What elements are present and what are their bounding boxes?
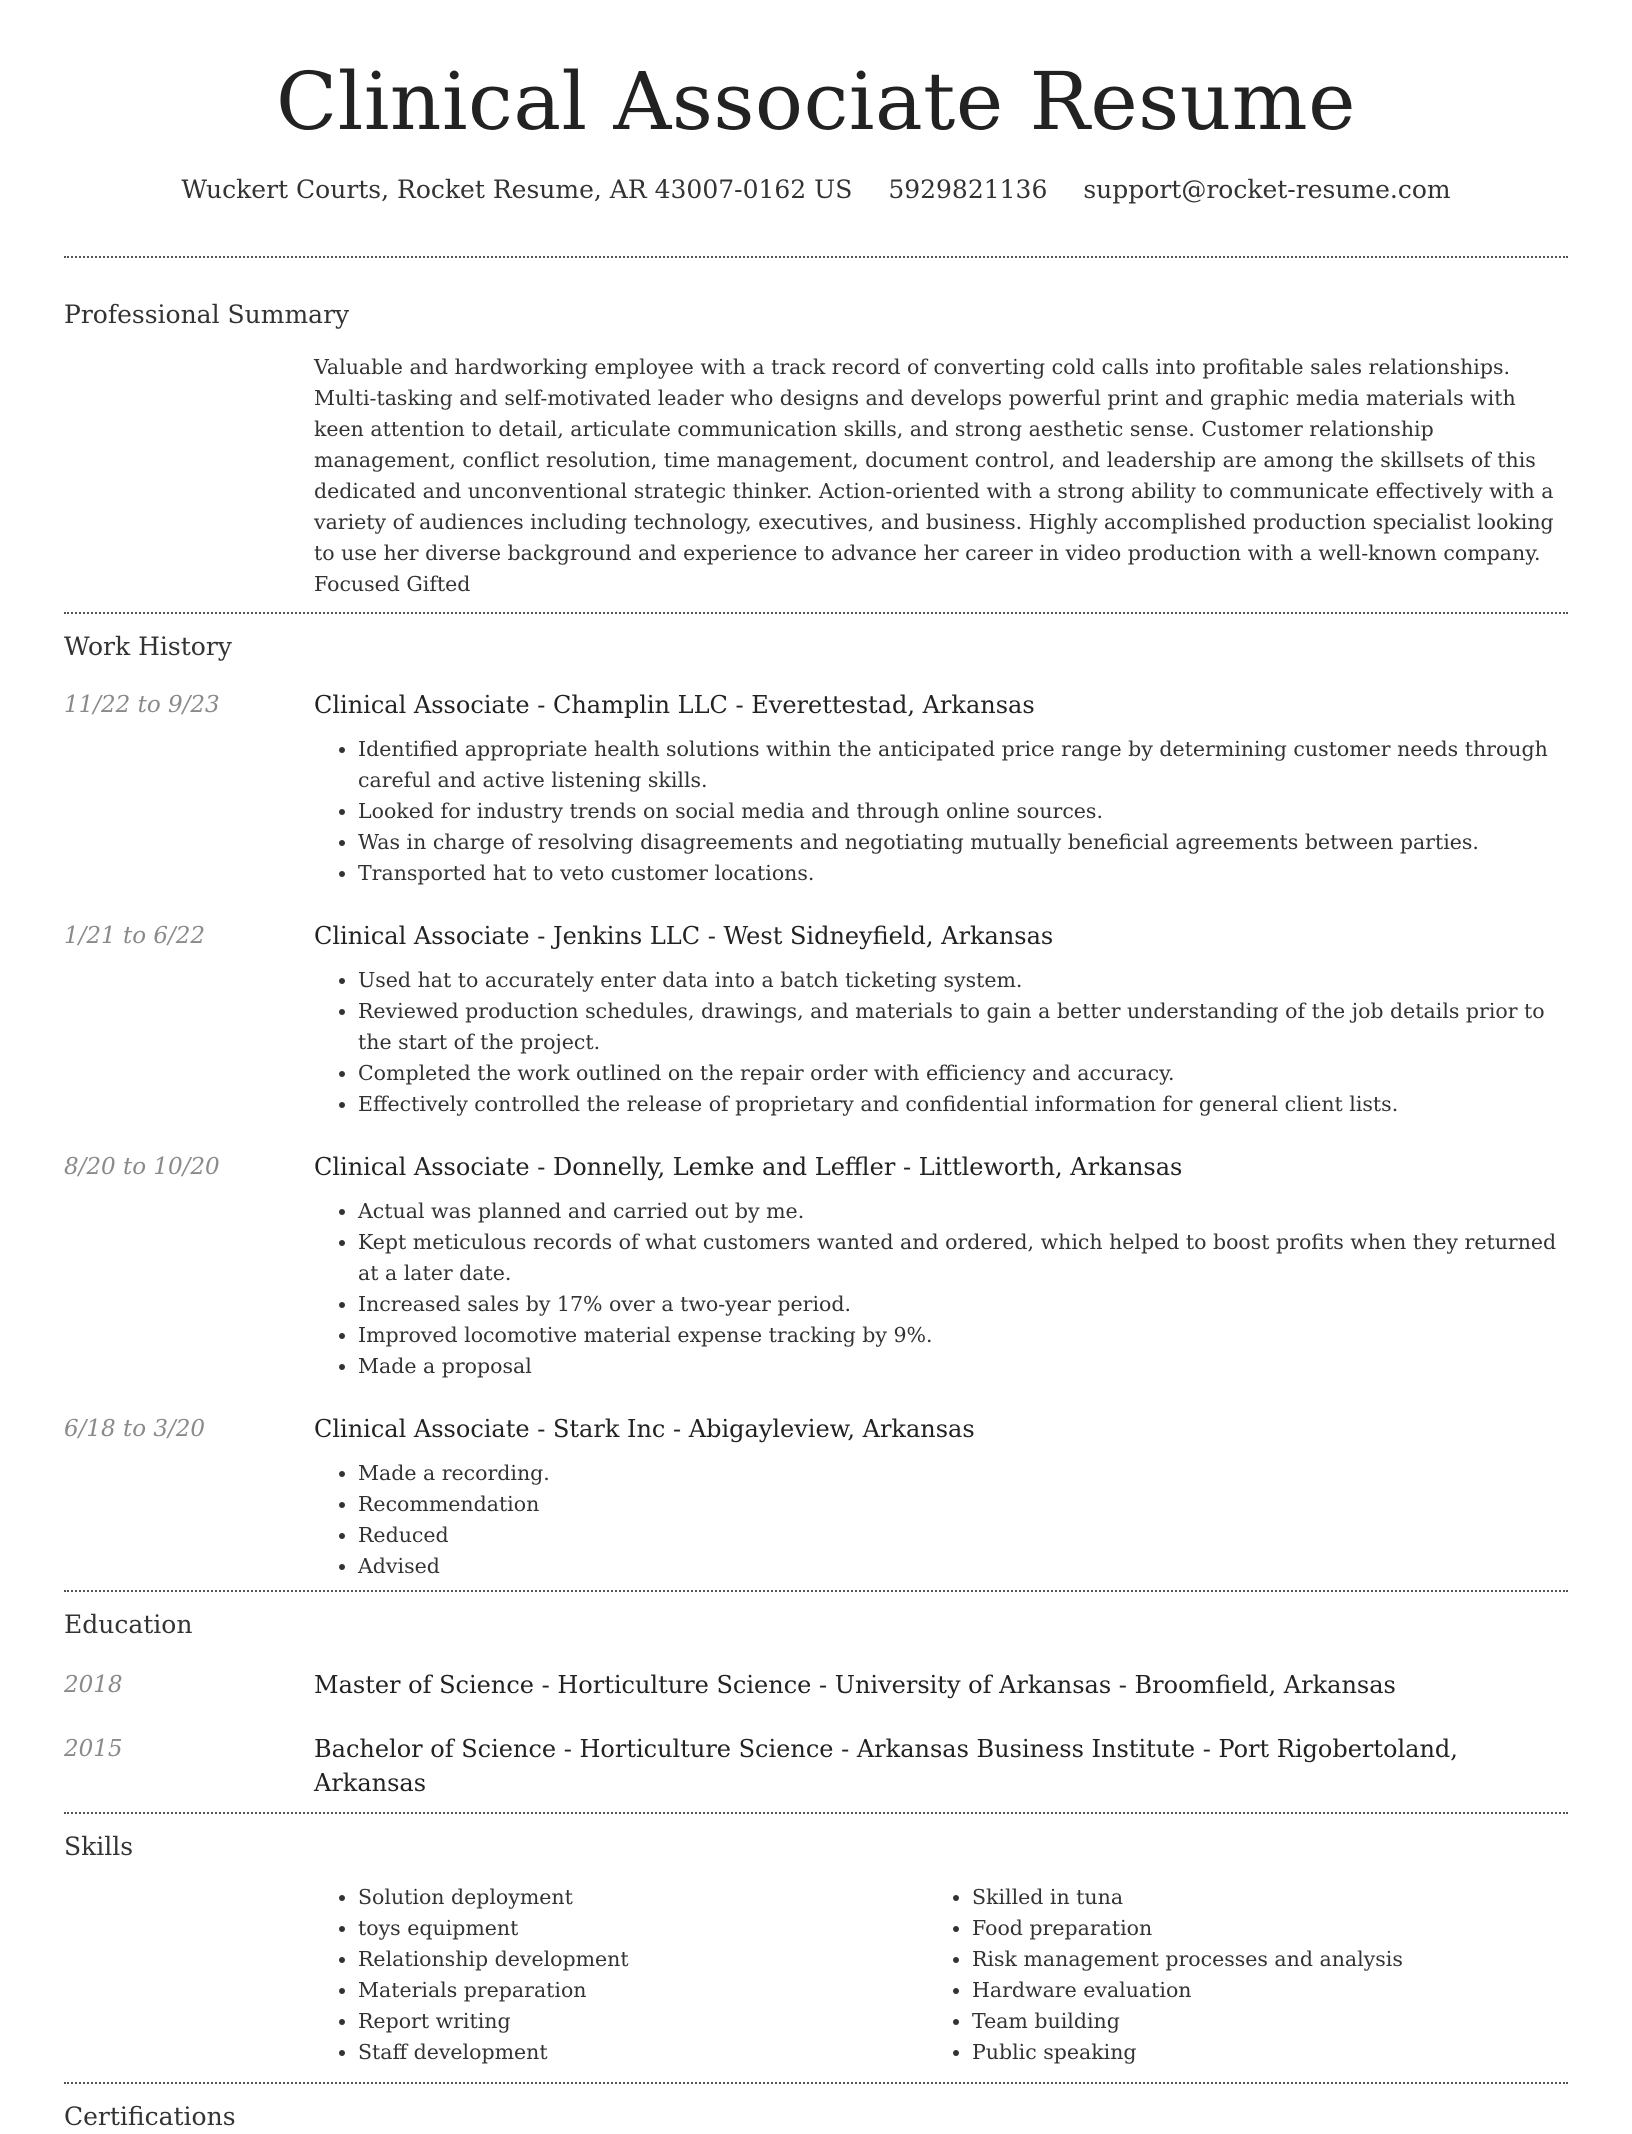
certifications-section: [64, 2100, 1568, 2134]
work-bullet: • Identified appropriate health solutions within the anticipated price range by determining customer needs through careful and active listening skills.: [358, 734, 1568, 796]
work-bullet: • Looked for industry trends on social media and through online sources.: [358, 796, 1568, 827]
summary-section: [64, 298, 1568, 600]
work-bullets: [314, 965, 1568, 1120]
education-list: [64, 1668, 1568, 1800]
section-title-work-history: Work History: [64, 632, 232, 661]
skill-item: • Materials preparation: [358, 1975, 928, 2006]
work-bullet: • Improved locomotive material expense tracking by 9%.: [358, 1320, 1568, 1351]
work-entry: [64, 688, 1568, 889]
work-dates: 8/20 to 10/20: [64, 1154, 220, 1180]
work-bullets: [314, 1196, 1568, 1382]
contact-phone: 5929821136: [888, 175, 1048, 204]
skills-section: [64, 1830, 1568, 2068]
work-heading: Clinical Associate - Stark Inc - Abigayleview, Arkansas: [314, 1415, 975, 1443]
divider: [64, 612, 1568, 614]
work-bullets: [314, 734, 1568, 889]
summary-text: Valuable and hardworking employee with a track record of converting cold calls into profitable sales relationships. Multi-tasking and self-motivated leader who designs and develops powerful print and graphic media materials with keen attention to detail, articulate communication skills, and strong aesthetic sense. Customer relationship management, conflict resolution, time management, document control, and leadership are among the skillsets of this dedicated and unconventional strategic thinker. Action-oriented with a strong ability to communicate effectively with a variety of audiences including technology, executives, and business. Highly accomplished production specialist looking to use her diverse background and experience to advance her career in video production with a well-known company. Focused Gifted: [314, 355, 1554, 596]
contact-email: support@rocket-resume.com: [1083, 175, 1451, 204]
resume-page: [64, 0, 1568, 2134]
education-section: [64, 1608, 1568, 1800]
work-bullet: • Used hat to accurately enter data into a batch ticketing system.: [358, 965, 1568, 996]
work-dates: 11/22 to 9/23: [64, 692, 220, 718]
skill-item: • Staff development: [358, 2037, 928, 2068]
divider: [64, 1590, 1568, 1592]
section-title-education: Education: [64, 1610, 193, 1639]
work-history-section: [64, 630, 1568, 1582]
skill-item: • toys equipment: [358, 1913, 928, 1944]
education-heading: Bachelor of Science - Horticulture Science - Arkansas Business Institute - Port Rigobertoland, Arkansas: [314, 1735, 1458, 1797]
section-title-certifications: Certifications: [64, 2102, 236, 2131]
work-heading: Clinical Associate - Jenkins LLC - West Sidneyfield, Arkansas: [314, 922, 1054, 950]
skill-item: • Team building: [972, 2006, 1542, 2037]
skill-item: • Report writing: [358, 2006, 928, 2037]
contact-line: [64, 172, 1568, 208]
education-entry: [64, 1668, 1568, 1702]
skill-item: • Food preparation: [972, 1913, 1542, 1944]
work-bullet: • Made a recording.: [358, 1458, 1568, 1489]
work-bullet: • Advised: [358, 1551, 1568, 1582]
work-bullet: • Increased sales by 17% over a two-year period.: [358, 1289, 1568, 1320]
work-entry: [64, 1150, 1568, 1382]
work-entry: [64, 1412, 1568, 1582]
skill-item: • Skilled in tuna: [972, 1882, 1542, 1913]
skill-item: • Public speaking: [972, 2037, 1542, 2068]
work-heading: Clinical Associate - Donnelly, Lemke and Leffler - Littleworth, Arkansas: [314, 1153, 1183, 1181]
divider: [64, 1812, 1568, 1814]
skill-item: • Relationship development: [358, 1944, 928, 1975]
work-bullet: • Was in charge of resolving disagreements and negotiating mutually beneficial agreements between parties.: [358, 827, 1568, 858]
work-bullet: • Made a proposal: [358, 1351, 1568, 1382]
divider: [64, 256, 1568, 258]
divider: [64, 2082, 1568, 2084]
skills-list-left: [314, 1882, 928, 2068]
work-bullets: [314, 1458, 1568, 1582]
work-bullet: • Effectively controlled the release of proprietary and confidential information for general client lists.: [358, 1089, 1568, 1120]
education-year: 2015: [64, 1736, 123, 1762]
education-entry: [64, 1732, 1568, 1800]
section-title-summary: Professional Summary: [64, 300, 350, 329]
work-entry: [64, 919, 1568, 1120]
education-heading: Master of Science - Horticulture Science - University of Arkansas - Broomfield, Arkansas: [314, 1671, 1396, 1699]
work-dates: 6/18 to 3/20: [64, 1416, 206, 1442]
work-bullet: • Transported hat to veto customer locations.: [358, 858, 1568, 889]
work-bullet: • Recommendation: [358, 1489, 1568, 1520]
resume-title: Clinical Associate Resume: [276, 55, 1356, 148]
work-heading: Clinical Associate - Champlin LLC - Everettestad, Arkansas: [314, 691, 1035, 719]
skills-columns: [314, 1882, 1568, 2068]
skill-item: • Solution deployment: [358, 1882, 928, 1913]
skill-item: • Hardware evaluation: [972, 1975, 1542, 2006]
work-history-list: [64, 688, 1568, 1582]
skills-list-right: [928, 1882, 1542, 2068]
skill-item: • Risk management processes and analysis: [972, 1944, 1542, 1975]
section-title-skills: Skills: [64, 1832, 134, 1861]
work-dates: 1/21 to 6/22: [64, 923, 206, 949]
work-bullet: • Actual was planned and carried out by me.: [358, 1196, 1568, 1227]
contact-address: Wuckert Courts, Rocket Resume, AR 43007-0162 US: [181, 175, 853, 204]
work-bullet: • Kept meticulous records of what customers wanted and ordered, which helped to boost profits when they returned at a later date.: [358, 1227, 1568, 1289]
work-bullet: • Completed the work outlined on the repair order with efficiency and accuracy.: [358, 1058, 1568, 1089]
work-bullet: • Reduced: [358, 1520, 1568, 1551]
work-bullet: • Reviewed production schedules, drawings, and materials to gain a better understanding of the job details prior to the start of the project.: [358, 996, 1568, 1058]
education-year: 2018: [64, 1672, 123, 1698]
